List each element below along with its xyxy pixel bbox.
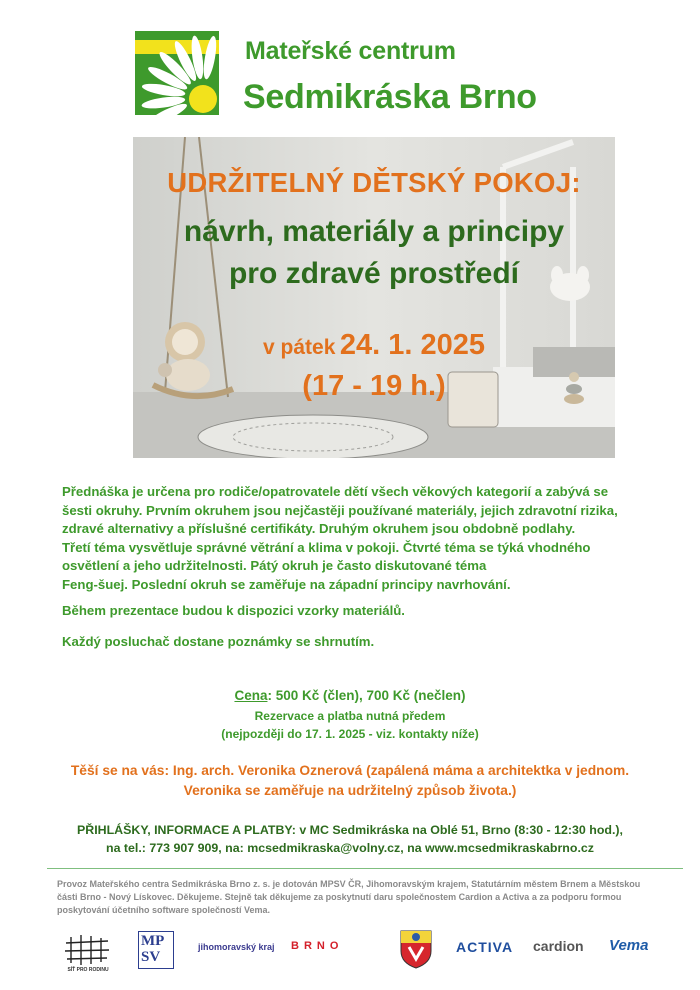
description-line: šesti okruhy. Prvním okruhem jsou nejčastěji používané materiály, jejich zdravotní rizika,: [62, 502, 618, 518]
funding-note: [57, 878, 687, 917]
reservation-note: Rezervace a platba nutná předem: [254, 709, 446, 723]
samples-note: Během prezentace budou k dispozici vzorky materiálů.: [62, 603, 405, 618]
event-description: [62, 483, 662, 595]
event-time: (17 - 19 h.): [302, 370, 446, 402]
description-line: zdravé alternativy a příslušné certifikáty. Druhým okruhem jsou obdobně podlahy.: [62, 521, 576, 537]
event-date-prefix: v pátek: [263, 336, 336, 359]
description-line: Třetí téma vysvětluje správné větrání a klima v pokoji. Čtvrté téma se týká vhodného: [62, 539, 591, 555]
network-grid-icon: [63, 933, 113, 967]
price-value: : 500 Kč (člen), 700 Kč (nečlen): [267, 688, 466, 703]
funding-line: Provoz Mateřského centra Sedmikráska Brno z. s. je dotován MPSV ČR, Jihomoravským krajem, Statutárním městem Brnem a Městskou: [57, 879, 641, 889]
reservation-deadline: (nejpozději do 17. 1. 2025 - viz. kontakty níže): [221, 727, 479, 741]
sponsor-mpsv-logo: [138, 931, 174, 969]
org-name-line-2: Sedmikráska Brno: [243, 78, 537, 116]
description-line: osvětlení a jeho udržitelnosti. Pátý okruh je často diskutované téma: [62, 558, 487, 574]
logo: [135, 31, 219, 115]
org-name-line-1: Mateřské centrum: [245, 37, 456, 65]
event-title-line-2: návrh, materiály a principy: [183, 215, 565, 248]
contact-line-2: na tel.: 773 907 909, na: mcsedmikraska@volny.cz, na www.mcsedmikraskabrno.cz: [106, 841, 594, 855]
daisy-logo-icon: [135, 31, 219, 115]
price-line: [0, 688, 700, 703]
sponsor-sit-label: SÍŤ PRO RODINU: [67, 967, 109, 973]
price-label: Cena: [234, 688, 268, 703]
event-date: [133, 329, 615, 362]
sponsor-cardion-logo: cardion: [533, 938, 584, 954]
event-date-value: 24. 1. 2025: [339, 329, 485, 361]
sponsor-jmk-logo: jihomoravský kraj: [198, 942, 275, 952]
mpsv-bottom: SV: [141, 949, 161, 965]
sponsor-novy-liskovec-coat-of-arms: [399, 929, 433, 969]
event-title-line-3: pro zdravé prostředí: [228, 257, 520, 290]
funding-line: části Brno - Nový Lískovec. Děkujeme. Stejně tak děkujeme za poskytnutí daru společnostem Cardion a Activa a za podporu formou: [57, 892, 622, 902]
contact-line-1: PŘIHLÁŠKY, INFORMACE A PLATBY: v MC Sedmikráska na Oblé 51, Brno (8:30 - 12:30 hod.),: [77, 823, 623, 837]
description-line: Přednáška je určena pro rodiče/opatrovatele dětí všech věkových kategorií a zabývá se: [62, 484, 609, 499]
footer-divider: [47, 868, 683, 869]
event-title-line-1: UDRŽITELNÝ DĚTSKÝ POKOJ:: [167, 167, 581, 198]
description-line: Feng-šuej. Poslední okruh se zaměřuje na západní principy navrhování.: [62, 576, 511, 592]
sponsor-activa-logo: ACTIVA: [456, 939, 514, 955]
hero-banner: [133, 137, 615, 458]
coat-of-arms-icon: [399, 929, 433, 969]
handout-note: Každý posluchač dostane poznámky se shrnutím.: [62, 634, 375, 649]
sponsor-vema-logo: Vema: [609, 937, 649, 954]
mpsv-top: MP: [141, 933, 165, 949]
sponsor-brno-logo: BRNO: [291, 940, 344, 952]
funding-line: poskytování účetního software společností Vema.: [57, 905, 271, 915]
lecturer-line-2: Veronika se zaměřuje na udržitelný způsob života.): [183, 783, 517, 798]
sponsor-sit-pro-rodinu-logo: [63, 933, 113, 975]
lecturer-line-1: Těší se na vás: Ing. arch. Veronika Oznerová (zapálená máma a architektka v jednom.: [70, 763, 630, 778]
